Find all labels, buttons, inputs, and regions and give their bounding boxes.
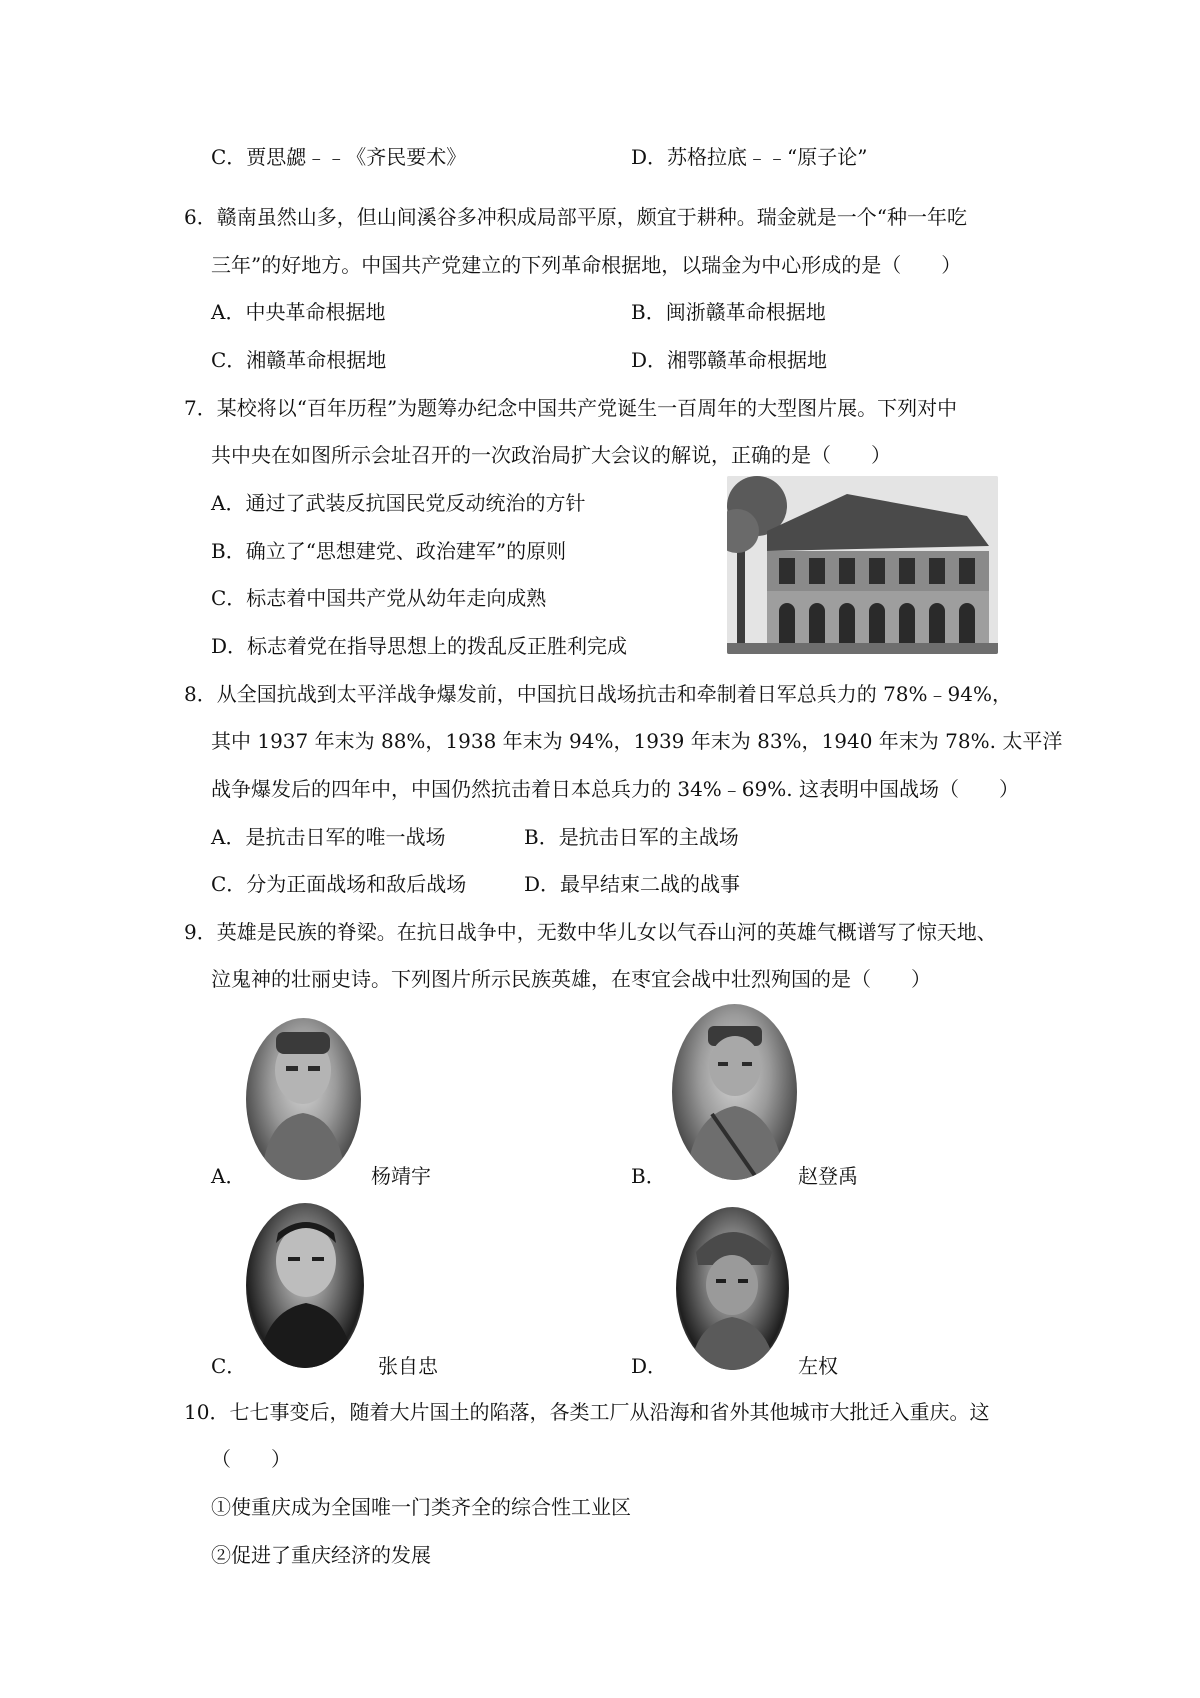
hero-name-yang-jingyu: 杨靖宇: [371, 1164, 431, 1188]
q10-stem-line1: 10．七七事变后，随着大片国土的陷落，各类工厂从沿海和省外其他城市大批迁入重庆。这: [184, 1400, 990, 1424]
q10-statement-1: ①使重庆成为全国唯一门类齐全的综合性工业区: [211, 1495, 631, 1519]
q9-stem-line2: 泣鬼神的壮丽史诗。下列图片所示民族英雄，在枣宜会战中壮烈殉国的是（ ）: [211, 967, 931, 991]
portrait-yang-jingyu: [246, 1018, 361, 1180]
q8-option-b: B．是抗击日军的主战场: [524, 825, 739, 849]
q7-option-b: B．确立了“思想建党、政治建军”的原则: [211, 539, 567, 563]
q9-option-c: C．: [211, 1354, 247, 1378]
portrait-yang-jingyu-illustration: [246, 1018, 361, 1180]
hero-name-zhao-dengyu: 赵登禹: [798, 1164, 858, 1188]
q8-stem-line1: 8．从全国抗战到太平洋战争爆发前，中国抗日战场抗击和牵制着日军总兵力的 78%﹣94%，: [184, 682, 1012, 706]
q5-option-c: C．贾思勰﹣﹣《齐民要术》: [211, 145, 467, 169]
q6-option-d: D．湘鄂赣革命根据地: [631, 348, 828, 372]
q7-option-c: C．标志着中国共产党从幼年走向成熟: [211, 586, 547, 610]
q6-stem-line1: 6．赣南虽然山多，但山间溪谷多冲积成局部平原，颇宜于耕种。瑞金就是一个“种一年吃: [184, 205, 967, 229]
q10-stem-line2: （ ）: [211, 1447, 291, 1471]
q8-option-c: C．分为正面战场和敌后战场: [211, 872, 467, 896]
portrait-zhang-zizhong: [246, 1203, 364, 1368]
q9-option-d: D．: [631, 1354, 668, 1378]
q8-stem-line3: 战争爆发后的四年中，中国仍然抗击着日本总兵力的 34%﹣69%. 这表明中国战场（ ）: [211, 777, 1019, 801]
q9-option-b: B．: [631, 1164, 666, 1188]
portrait-zuo-quan: [676, 1207, 789, 1370]
q7-option-a: A．通过了武装反抗国民党反动统治的方针: [211, 491, 586, 515]
portrait-zhang-zizhong-illustration: [246, 1203, 364, 1368]
portrait-zhao-dengyu-illustration: [672, 1004, 797, 1180]
portrait-zhao-dengyu: [672, 1004, 797, 1180]
q7-stem-line1: 7．某校将以“百年历程”为题筹办纪念中国共产党诞生一百周年的大型图片展。下列对中: [184, 396, 958, 420]
q6-option-c: C．湘赣革命根据地: [211, 348, 387, 372]
q8-option-a: A．是抗击日军的唯一战场: [211, 825, 446, 849]
meeting-site-photo: [727, 476, 998, 654]
q5-option-d: D．苏格拉底﹣﹣“原子论”: [631, 145, 868, 169]
q6-option-b: B．闽浙赣革命根据地: [631, 300, 826, 324]
q8-stem-line2: 其中 1937 年末为 88%，1938 年末为 94%，1939 年末为 83%，1940 年末为 78%. 太平洋: [211, 729, 1063, 753]
q6-option-a: A．中央革命根据地: [211, 300, 386, 324]
meeting-site-illustration: [727, 476, 998, 654]
q7-option-d: D．标志着党在指导思想上的拨乱反正胜利完成: [211, 634, 628, 658]
q8-option-d: D．最早结束二战的战事: [524, 872, 741, 896]
q10-statement-2: ②促进了重庆经济的发展: [211, 1543, 431, 1567]
q9-stem-line1: 9．英雄是民族的脊梁。在抗日战争中，无数中华儿女以气吞山河的英雄气概谱写了惊天地、: [184, 920, 997, 944]
q7-stem-line2: 共中央在如图所示会址召开的一次政治局扩大会议的解说，正确的是（ ）: [211, 443, 891, 467]
q6-stem-line2: 三年”的好地方。中国共产党建立的下列革命根据地，以瑞金为中心形成的是（ ）: [211, 253, 962, 277]
q9-option-a: A．: [211, 1164, 246, 1188]
hero-name-zhang-zizhong: 张自忠: [378, 1354, 438, 1378]
portrait-zuo-quan-illustration: [676, 1207, 789, 1370]
hero-name-zuo-quan: 左权: [798, 1354, 838, 1378]
